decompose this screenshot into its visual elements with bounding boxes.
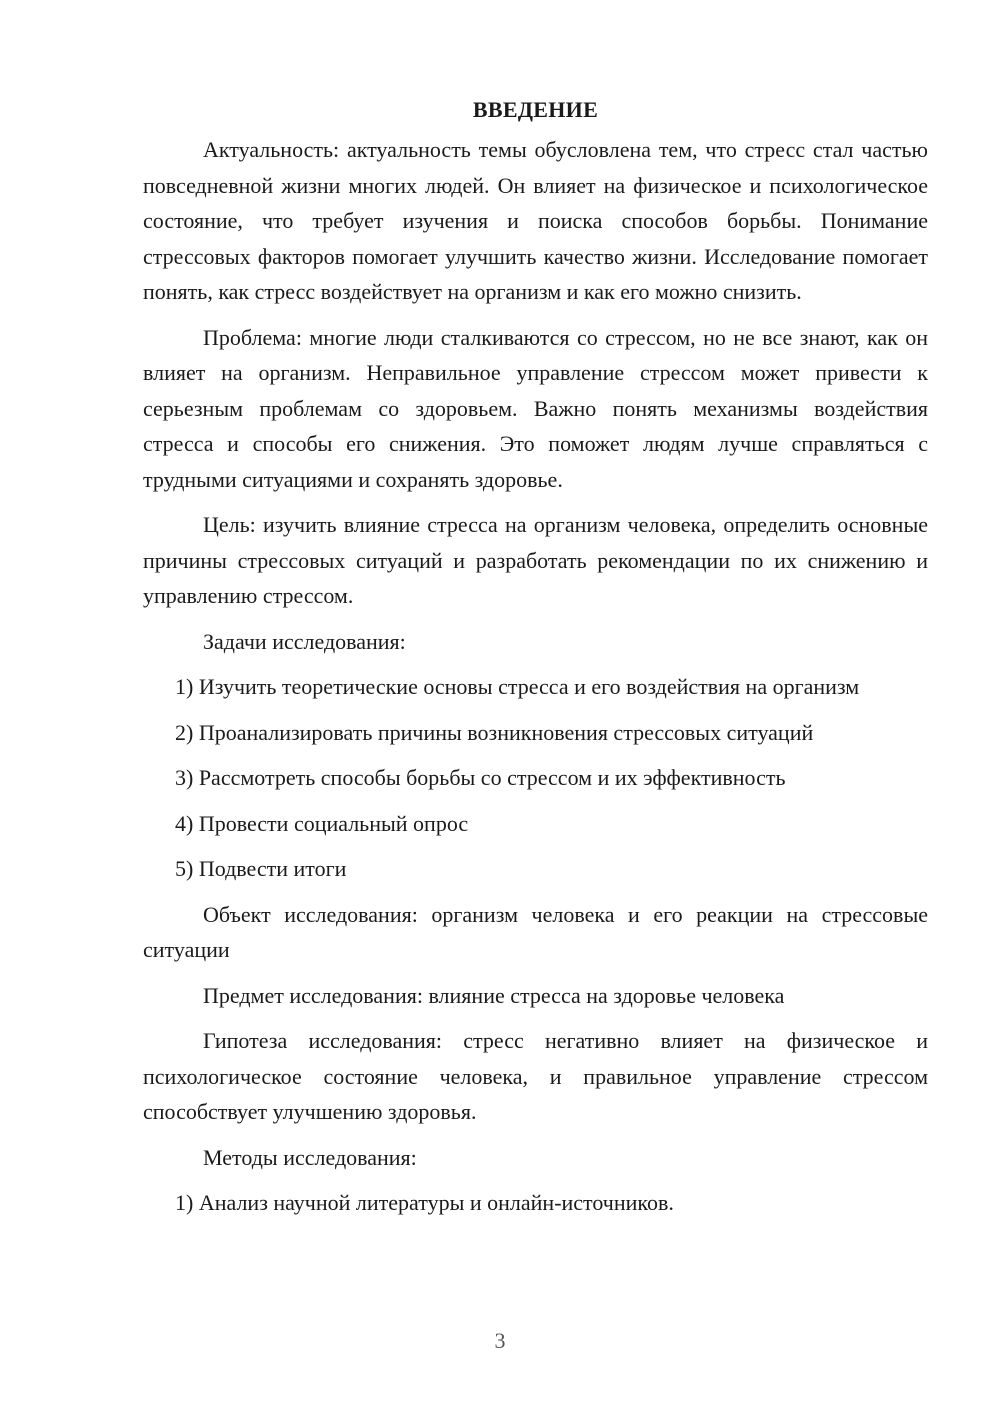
section-title: ВВЕДЕНИЕ [472, 97, 599, 122]
tasks-heading: Задачи исследования: [203, 628, 406, 654]
hypothesis-paragraph: Гипотеза исследования: стресс негативно влияет на физическое и психологическое состояние человека, и правильное управление стрессом способствует улучшению здоровья. [143, 1028, 928, 1124]
method-item-1: 1) Анализ научной литературы и онлайн-источников. [175, 1190, 674, 1215]
task-item-1: 1) Изучить теоретические основы стресса и его воздействия на организм [175, 674, 860, 699]
page-number: 3 [494, 1328, 506, 1353]
task-item-2: 2) Проанализировать причины возникновения стрессовых ситуаций [175, 719, 814, 745]
relevance-paragraph: Актуальность: актуальность темы обусловлена тем, что стресс стал частью повседневной жизни многих людей. Он влияет на физическое и психологическое состояние, что требует изучения и поиска способов борьбы. Понимание стрессовых факторов помогает улучшить качество жизни. Исследование помогает понять, как стресс воздействует на организм и как его можно снизить. [143, 137, 928, 304]
goal-paragraph: Цель: изучить влияние стресса на организм человека, определить основные причины стрессовых ситуаций и разработать рекомендации по их снижению и управлению стрессом. [143, 512, 928, 608]
document-page [143, 92, 928, 1231]
task-item-3: 3) Рассмотреть способы борьбы со стрессом и их эффективность [175, 765, 786, 790]
problem-paragraph: Проблема: многие люди сталкиваются со стрессом, но не все знают, как он влияет на организм. Неправильное управление стрессом может привести к серьезным проблемам со здоровьем. Важно понять механизмы воздействия стресса и способы его снижения. Это поможет людям лучше справляться с трудными ситуациями и сохранять здоровье. [143, 324, 928, 492]
task-item-5: 5) Подвести итоги [175, 856, 347, 881]
methods-heading: Методы исследования: [203, 1144, 417, 1170]
subject-paragraph: Предмет исследования: влияние стресса на здоровье человека [203, 982, 785, 1008]
object-paragraph: Объект исследования: организм человека и его реакции на стрессовые ситуации [143, 901, 928, 962]
task-item-4: 4) Провести социальный опрос [175, 810, 469, 836]
